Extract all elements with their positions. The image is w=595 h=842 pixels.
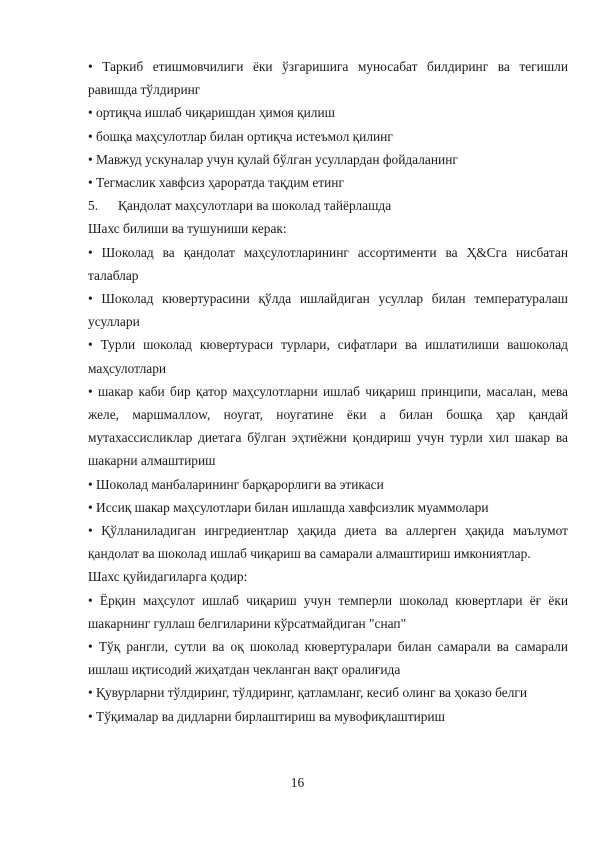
paragraph-1: • Таркиб етишмовчилиги ёки ўзгаришига муносабат билдиринг ва тегишли равишда тўлдиринг	[88, 59, 568, 98]
paragraph-17: • Қувурларни тўлдиринг, тўлдиринг, қатламланг, кесиб олинг ва ҳоказо белги	[88, 685, 528, 701]
paragraph-2: • ортиқча ишлаб чиқаришдан ҳимоя қилиш	[88, 105, 335, 121]
paragraph-11: • Шоколад манбаларининг барқарорлиги ва этикаси	[88, 476, 384, 492]
paragraph-7: • Шоколад ва қандолат маҳсулотларининг ассортименти ва Ҳ&Сга нисбатан талаблар	[88, 244, 568, 283]
paragraph-9: • Турли шоколад кювертураси турлари, сифатлари ва ишлатилиши вашоколад маҳсулотлари	[88, 337, 568, 376]
paragraph-14: Шахс қуйидагиларга қодир:	[88, 569, 248, 585]
document-body	[88, 55, 568, 728]
paragraph-4: • Мавжуд ускуналар учун қулай бўлган усуллардан фойдаланинг	[88, 151, 458, 167]
paragraph-16: • Тўқ рангли, сутли ва оқ шоколад кювертуралари билан самарали ва самарали ишлаш иқтисодий жиҳатдан чекланган вақт оралиғида	[88, 639, 568, 678]
page-number: 16	[290, 775, 305, 790]
paragraph-13: • Қўлланиладиган ингредиентлар ҳақида диета ва аллерген ҳақида маълумот қандолат ва шоколад ишлаб чиқариш ва самарали алмаштириш имкониятлар.	[88, 523, 568, 562]
paragraph-3: • бошқа маҳсулотлар билан ортиқча истеъмол қилинг	[88, 128, 393, 144]
paragraph-18: • Тўқималар ва дидларни бирлаштириш ва мувофиқлаштириш	[88, 708, 445, 724]
paragraph-15: • Ёрқин маҳсулот ишлаб чиқариш учун темперли шоколад кювертлари ёғ ёки шакарнинг гуллаш белгиларини кўрсатмайдиган "снап"	[88, 592, 568, 631]
paragraph-10: • шакар каби бир қатор маҳсулотларни ишлаб чиқариш принципи, масалан, мева желе, маршмаллоw, ноугат, ноугатине ёки а билан бошқа ҳар қандай мутахассисликлар диетага бўлган эҳтиёжни қондириш учун турли хил шакар ва шакарни алмаштириш	[88, 383, 568, 469]
section-number: 5.	[88, 198, 99, 214]
section-heading	[88, 194, 568, 217]
paragraph-6: Шахс билиши ва тушуниши керак:	[88, 221, 287, 237]
paragraph-5: • Тегмаслик хавфсиз ҳароратда тақдим етинг	[88, 175, 344, 191]
paragraph-8: • Шоколад кювертурасини қўлда ишлайдиган усуллар билан температуралаш усуллари	[88, 291, 568, 330]
section-title: Қандолат маҳсулотлари ва шоколад тайёрлашда	[118, 198, 392, 214]
paragraph-12: • Иссиқ шакар маҳсулотлари билан ишлашда хавфсизлик муаммолари	[88, 499, 489, 515]
